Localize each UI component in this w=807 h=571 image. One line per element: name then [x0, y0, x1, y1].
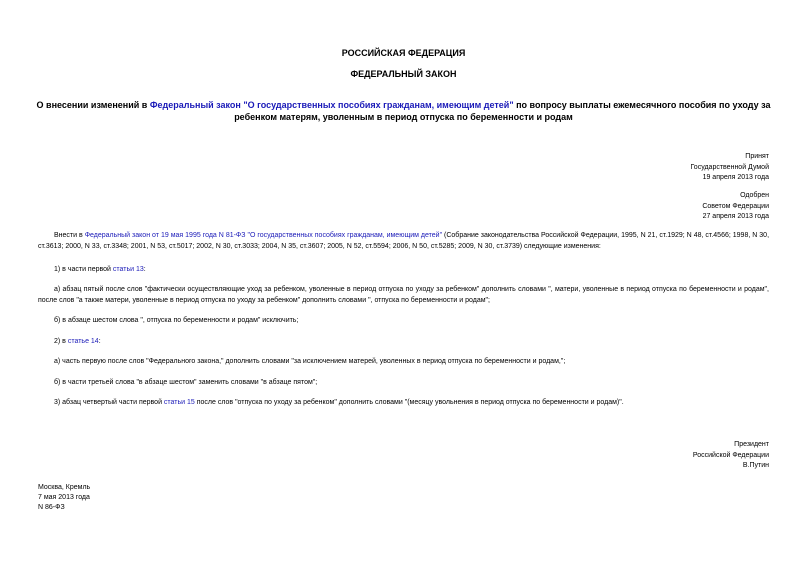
place: Москва, Кремль: [38, 484, 91, 491]
adopted-body: Государственной Думой: [690, 163, 769, 171]
signatory-country: Российской Федерации: [692, 451, 769, 459]
approved-line: Одобрен: [740, 192, 769, 199]
place-date-block: [38, 483, 90, 513]
article-13-link[interactable]: статьи 13: [112, 266, 144, 273]
adopted-block: [690, 152, 769, 184]
intro-prefix: Внести в: [54, 232, 85, 239]
approved-block: [702, 191, 769, 223]
law-number: N 86-ФЗ: [38, 504, 65, 511]
item-3-suffix: после слов "отпуска по уходу за ребенком" дополнить словами "(месяцу увольнения в период отпуска по беременности и родам)".: [194, 399, 624, 406]
title-suffix: по вопросу выплаты ежемесячного пособия по уходу за ребенком матерям, уволенным в период отпуска по беременности и родам: [234, 100, 771, 122]
approved-body: Советом Федерации: [702, 202, 769, 210]
item-1: [38, 264, 769, 275]
adopted-line: Принят: [745, 153, 769, 160]
item-2b: б) в части третьей слова "в абзаце шестом" заменить словами "в абзаце пятом";: [54, 379, 318, 386]
item-2: [38, 336, 769, 347]
article-15-link[interactable]: статьи 15: [163, 399, 195, 406]
approved-date: 27 апреля 2013 года: [702, 213, 769, 220]
law-title: [30, 99, 777, 123]
item-1-suffix: :: [143, 266, 146, 273]
title-prefix: О внесении изменений в: [36, 100, 150, 110]
item-3: [38, 397, 769, 408]
item-1a: а) абзац пятый после слов "фактически осуществляющие уход за ребенком, уволенные в период отпуска по уходу за ребенком" дополнить словами ", матери, уволенные в период отпуска по беременности и родам", после слов "а также матери, уволенные в период отпуска по уходу за ребенком" дополнить словами ", отпуска по беременности и родам";: [38, 286, 769, 304]
item-3-prefix: 3) абзац четвертый части первой: [54, 399, 164, 406]
item-2a: а) часть первую после слов "Федерального закона," дополнить словами "за исключением матерей, уволенных в период отпуска по беременности и родам,";: [54, 358, 566, 365]
article-14-link[interactable]: статье 14: [67, 338, 99, 345]
country-heading: РОССИЙСКАЯ ФЕДЕРАЦИЯ: [341, 48, 466, 58]
intro-law-link[interactable]: Федеральный закон от 19 мая 1995 года N 81-ФЗ "О государственных пособиях гражданам, имеющим детей": [84, 232, 443, 239]
item-2-suffix: :: [98, 338, 101, 345]
item-1-prefix: 1) в части первой: [54, 266, 113, 273]
title-law-link[interactable]: Федеральный закон "О государственных пособиях гражданам, имеющим детей": [149, 100, 514, 110]
sign-date: 7 мая 2013 года: [38, 494, 90, 501]
signatory-name: В.Путин: [742, 462, 769, 469]
item-2-prefix: 2) в: [54, 338, 68, 345]
signatory-title: Президент: [734, 441, 769, 448]
item-1b: б) в абзаце шестом слова ", отпуска по беременности и родам" исключить;: [54, 317, 299, 324]
signature-block: [693, 440, 769, 472]
intro-paragraph: [38, 230, 769, 252]
intro-suffix: (Собрание законодательства Российской Федерации, 1995, N 21, ст.1929; N 48, ст.4566; 1998, N 30, ст.3613; 2000, N 33, ст.3348; 2001, N 53, ст.5017; 2002, N 30, ст.3033; 2004, N 35, ст.3607; 2005, N 52, ст.5594; 2006, N 50, ст.5285; 2009, N 30, ст.3739) следующие изменения:: [38, 232, 770, 250]
adopted-date: 19 апреля 2013 года: [702, 174, 769, 181]
law-type-heading: ФЕДЕРАЛЬНЫЙ ЗАКОН: [350, 69, 457, 79]
